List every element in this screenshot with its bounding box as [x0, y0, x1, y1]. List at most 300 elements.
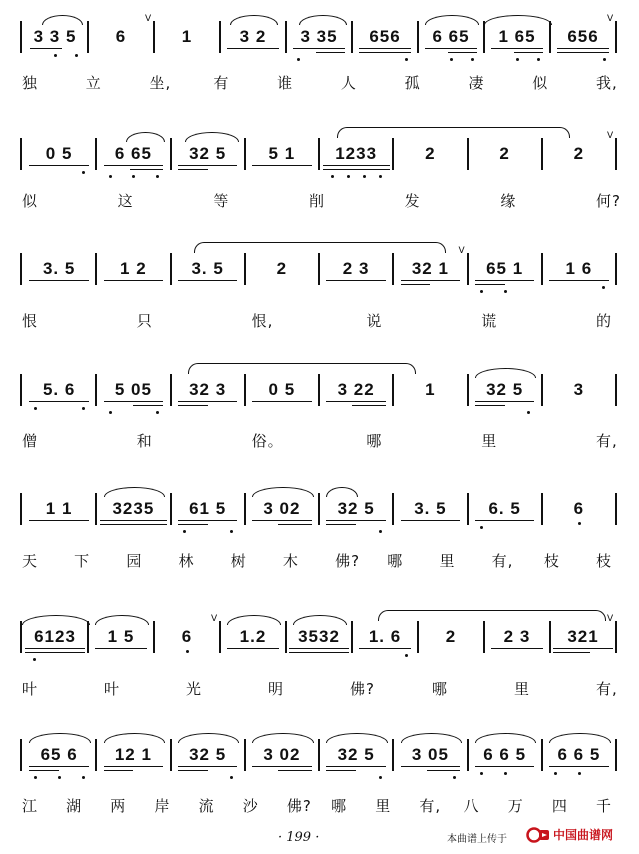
lyric-syllable: 有,: [596, 680, 618, 698]
measure: [484, 24, 550, 50]
duration-underline: [104, 280, 163, 281]
octave-dot: [537, 58, 540, 61]
octave-dot: [82, 171, 85, 174]
lyric-syllable: 枝: [596, 552, 613, 570]
duration-underline: [326, 766, 385, 767]
slur: [475, 368, 536, 378]
duration-underline: [29, 165, 88, 166]
octave-dot: [75, 54, 78, 57]
measure: [468, 256, 542, 282]
duration-underline: [293, 48, 346, 49]
note-group: 6 65: [432, 27, 470, 46]
octave-dot: [450, 58, 453, 61]
note-group: 1 6: [565, 259, 593, 278]
slur: [401, 733, 462, 743]
octave-dot: [480, 290, 483, 293]
lyric-syllable: 恨,: [251, 312, 274, 330]
measure: [96, 496, 170, 522]
lyrics-line: [22, 678, 616, 700]
note-group: 2: [425, 144, 436, 163]
measure: [286, 624, 352, 650]
duration-underline: [316, 52, 346, 53]
lyric-syllable: 只: [136, 312, 153, 330]
note-group: 2: [573, 144, 585, 163]
measure: [154, 24, 220, 50]
lyric-syllable: 谎: [481, 312, 498, 330]
duration-underline: [133, 405, 163, 406]
phrase-slur: [194, 242, 445, 253]
octave-dot: [363, 175, 366, 178]
lyric-syllable: 叶: [22, 680, 39, 698]
site-name: 中国曲谱网: [553, 828, 614, 842]
duration-underline: [352, 405, 385, 406]
note-group: 3 2: [239, 27, 267, 46]
slur: [475, 733, 536, 743]
lyric-syllable: 有,: [419, 797, 442, 815]
duration-underline: [252, 766, 311, 767]
lyric-syllable: 凄: [468, 74, 485, 92]
octave-dot: [183, 530, 186, 533]
octave-dot: [405, 654, 408, 657]
lyric-syllable: 万: [507, 797, 524, 815]
note-group: 2 3: [503, 627, 531, 646]
duration-underline: [252, 520, 311, 521]
duration-underline: [401, 284, 431, 285]
duration-underline: [326, 524, 356, 525]
octave-dot: [109, 411, 112, 414]
note-group: 3 02: [263, 499, 301, 518]
phrase-slur: [378, 610, 606, 621]
note-group: 656: [567, 27, 599, 46]
note-group: 6 6 5: [557, 745, 601, 764]
note-group: 6 65: [114, 144, 152, 163]
measure: [542, 742, 616, 768]
octave-dot: [230, 776, 233, 779]
note-group: 1.2: [239, 627, 267, 646]
lyric-syllable: 江: [22, 797, 39, 815]
measure: [319, 256, 393, 282]
octave-dot: [379, 530, 382, 533]
octave-dot: [156, 175, 159, 178]
lyric-syllable: 四: [551, 797, 568, 815]
lyric-syllable: 孤: [404, 74, 421, 92]
duration-underline: [100, 520, 167, 521]
note-group: 1233: [335, 144, 378, 163]
measure: [245, 141, 319, 167]
barline: [615, 621, 617, 653]
octave-dot: [186, 650, 189, 653]
note-group: 32 5: [337, 499, 375, 518]
duration-underline: [359, 52, 412, 53]
duration-underline: [514, 52, 544, 53]
measure: [393, 246, 467, 282]
measure: [550, 614, 616, 650]
slur: [230, 15, 278, 25]
lyric-syllable: 里: [481, 432, 498, 450]
duration-underline: [29, 401, 88, 402]
duration-underline: [178, 280, 237, 281]
lyric-syllable: 发: [404, 192, 421, 210]
note-group: 65 6: [40, 745, 78, 764]
lyric-syllable: 枝: [543, 552, 560, 570]
measure: [418, 624, 484, 650]
octave-dot: [347, 175, 350, 178]
measure: [468, 141, 542, 167]
duration-underline: [95, 648, 148, 649]
barline: [615, 138, 617, 170]
slur: [252, 487, 313, 497]
duration-underline: [178, 524, 208, 525]
note-group: 2: [499, 144, 510, 163]
duration-underline: [401, 766, 460, 767]
note-group: 6: [181, 627, 193, 646]
octave-dot: [297, 58, 300, 61]
measure: [245, 377, 319, 403]
lyric-syllable: 立: [85, 74, 102, 92]
note-group: 32 5: [189, 745, 227, 764]
measure: [484, 624, 550, 650]
note-group: 0 5: [45, 144, 73, 163]
octave-dot: [82, 776, 85, 779]
note-group: 1 65: [498, 27, 536, 46]
duration-underline: [130, 169, 163, 170]
note-group: 1 2: [120, 259, 147, 278]
octave-dot: [554, 772, 557, 775]
duration-underline: [178, 520, 237, 521]
measure: [245, 256, 319, 282]
lyric-syllable: 有,: [596, 432, 618, 450]
site-watermark: [526, 826, 613, 843]
barline: [615, 493, 617, 525]
note-group: 0 5: [268, 380, 296, 399]
measure: [171, 141, 245, 167]
note-group: 3 3 5: [33, 27, 77, 46]
measure: [171, 496, 245, 522]
note-group: 32 5: [486, 380, 524, 399]
lyric-syllable: 恨: [22, 312, 39, 330]
note-group: 3. 5: [191, 259, 224, 278]
duration-underline: [401, 280, 460, 281]
note-group: 3 02: [263, 745, 301, 764]
duration-underline: [475, 284, 505, 285]
slur: [326, 733, 387, 743]
lyric-syllable: 佛?: [286, 797, 312, 815]
barline: [615, 21, 617, 53]
slur: [549, 733, 610, 743]
slur: [484, 15, 552, 25]
lyric-syllable: 似: [22, 192, 39, 210]
measure: [542, 496, 616, 522]
duration-underline: [227, 648, 280, 649]
octave-dot: [480, 772, 483, 775]
duration-underline: [278, 770, 311, 771]
note-group: 32 3: [189, 380, 227, 399]
measure: [22, 377, 96, 403]
lyric-syllable: 等: [213, 192, 230, 210]
duration-underline: [289, 652, 348, 653]
octave-dot: [34, 407, 37, 410]
lyric-syllable: 木: [282, 552, 299, 570]
note-group: 6 6 5: [483, 745, 527, 764]
duration-underline: [491, 648, 544, 649]
duration-underline: [401, 520, 460, 521]
slur: [252, 733, 313, 743]
slur: [178, 733, 239, 743]
duration-underline: [25, 652, 84, 653]
duration-underline: [326, 770, 356, 771]
note-group: 12 1: [114, 745, 152, 764]
measure: [393, 377, 467, 403]
duration-underline: [104, 401, 163, 402]
lyric-syllable: 缘: [500, 192, 517, 210]
barline: [615, 253, 617, 285]
measure: [245, 742, 319, 768]
octave-dot: [453, 776, 456, 779]
duration-underline: [475, 766, 534, 767]
note-group: 6: [115, 27, 127, 46]
duration-underline: [178, 169, 208, 170]
measure: [96, 256, 170, 282]
lyric-syllable: 两: [110, 797, 127, 815]
octave-dot: [602, 286, 605, 289]
octave-dot: [504, 772, 507, 775]
measure: [22, 624, 88, 650]
lyric-syllable: 坐,: [149, 74, 172, 92]
octave-dot: [504, 290, 507, 293]
duration-underline: [553, 652, 589, 653]
note-group: 32 5: [189, 144, 227, 163]
lyric-syllable: 明: [268, 680, 285, 698]
note-group: 2: [445, 627, 457, 646]
duration-underline: [491, 48, 544, 49]
duration-underline: [252, 165, 311, 166]
measure: [468, 377, 542, 403]
site-logo-icon: [526, 827, 550, 843]
measure: [22, 141, 96, 167]
measure: [319, 496, 393, 522]
measure: [393, 742, 467, 768]
lyric-syllable: 哪: [432, 680, 449, 698]
duration-underline: [30, 48, 62, 49]
lyric-syllable: 里: [375, 797, 392, 815]
duration-underline: [178, 770, 208, 771]
slur: [293, 615, 348, 625]
page-number: · 199 ·: [278, 830, 320, 845]
lyric-syllable: 佛?: [350, 680, 375, 698]
measure: [171, 742, 245, 768]
duration-underline: [448, 52, 478, 53]
duration-underline: [178, 766, 237, 767]
slur: [104, 487, 165, 497]
octave-dot: [109, 175, 112, 178]
measure: [542, 377, 616, 403]
note-group: 5 05: [114, 380, 152, 399]
lyrics-line: [22, 430, 616, 452]
duration-underline: [278, 524, 311, 525]
lyric-syllable: 哪: [387, 552, 404, 570]
lyric-syllable: 千: [596, 797, 613, 815]
duration-underline: [29, 770, 59, 771]
note-group: 5. 6: [42, 380, 76, 399]
lyric-syllable: 俗。: [251, 432, 284, 450]
octave-dot: [405, 58, 408, 61]
octave-dot: [578, 772, 581, 775]
slur: [22, 615, 90, 625]
note-group: 32 5: [337, 745, 375, 764]
lyric-syllable: 里: [439, 552, 456, 570]
duration-underline: [359, 648, 412, 649]
measure: [96, 377, 170, 403]
measure: [245, 496, 319, 522]
measure: [171, 256, 245, 282]
duration-underline: [475, 520, 534, 521]
barline: [615, 739, 617, 771]
duration-underline: [326, 520, 385, 521]
lyric-syllable: 园: [126, 552, 143, 570]
note-group: 61 5: [189, 499, 227, 518]
measure: [319, 742, 393, 768]
lyric-syllable: 佛?: [335, 552, 361, 570]
octave-dot: [516, 58, 519, 61]
octave-dot: [379, 175, 382, 178]
phrase-slur: [337, 127, 571, 138]
measure: [468, 496, 542, 522]
note-group: 2 3: [342, 259, 370, 278]
slur: [104, 733, 165, 743]
lyric-syllable: 有: [213, 74, 230, 92]
lyrics-line: [22, 190, 621, 212]
note-group: 1 5: [107, 627, 135, 646]
lyrics-line: [22, 310, 616, 332]
duration-underline: [178, 405, 208, 406]
octave-dot: [82, 407, 85, 410]
measure: [393, 141, 467, 167]
measure: [550, 14, 616, 50]
note-group: 3 22: [337, 380, 375, 399]
lyric-syllable: 谁: [277, 74, 294, 92]
measure: [96, 141, 170, 167]
measure: [319, 377, 393, 403]
lyric-syllable: 树: [230, 552, 247, 570]
duration-underline: [104, 165, 163, 166]
note-group: 3235: [112, 499, 155, 518]
slur: [29, 733, 90, 743]
slur: [42, 15, 84, 25]
octave-dot: [58, 776, 61, 779]
octave-dot: [527, 411, 530, 414]
octave-dot: [34, 776, 37, 779]
breath-mark: V: [607, 14, 614, 24]
measure: [171, 377, 245, 403]
duration-underline: [252, 401, 311, 402]
note-group: 321: [567, 627, 599, 646]
note-group: 3 35: [300, 27, 338, 46]
lyric-syllable: 光: [186, 680, 203, 698]
duration-underline: [553, 648, 612, 649]
lyric-syllable: 何?: [596, 192, 621, 210]
breath-mark: V: [607, 614, 614, 624]
duration-underline: [227, 48, 280, 49]
octave-dot: [379, 776, 382, 779]
note-group: 3. 5: [42, 259, 76, 278]
measure: [88, 624, 154, 650]
note-group: 3: [573, 380, 585, 399]
duration-underline: [289, 648, 348, 649]
breath-mark: V: [211, 614, 218, 624]
upload-note: 本曲谱上传于: [447, 834, 507, 845]
octave-dot: [331, 175, 334, 178]
measure: [88, 14, 154, 50]
measure: [22, 24, 88, 50]
measure: [22, 742, 96, 768]
duration-underline: [100, 524, 167, 525]
lyric-syllable: 的: [596, 312, 613, 330]
slur: [425, 15, 480, 25]
measure: [542, 256, 616, 282]
slur: [326, 487, 358, 497]
octave-dot: [471, 58, 474, 61]
slur: [185, 132, 239, 142]
duration-underline: [104, 766, 163, 767]
lyric-syllable: 里: [514, 680, 531, 698]
lyric-syllable: 僧: [22, 432, 39, 450]
note-group: 3. 5: [414, 499, 447, 518]
lyrics-line: [22, 795, 616, 817]
measure: [96, 742, 170, 768]
measure: [22, 496, 96, 522]
note-group: 1. 6: [368, 627, 402, 646]
duration-underline: [427, 770, 460, 771]
lyric-syllable: 林: [178, 552, 195, 570]
duration-underline: [29, 520, 88, 521]
duration-underline: [326, 401, 385, 402]
lyric-syllable: 似: [532, 74, 549, 92]
phrase-slur: [188, 363, 416, 374]
octave-dot: [578, 522, 581, 525]
duration-underline: [549, 766, 608, 767]
duration-underline: [29, 280, 88, 281]
duration-underline: [323, 165, 390, 166]
breath-mark: V: [458, 246, 465, 256]
duration-underline: [549, 280, 608, 281]
note-group: 6: [573, 499, 585, 518]
note-group: 2: [276, 259, 288, 278]
lyric-syllable: 和: [136, 432, 153, 450]
lyrics-line: [22, 550, 616, 572]
duration-underline: [25, 648, 84, 649]
duration-underline: [104, 770, 134, 771]
measure: [220, 24, 286, 50]
note-group: 3532: [298, 627, 340, 646]
lyric-syllable: 下: [74, 552, 91, 570]
breath-mark: V: [607, 131, 614, 141]
measure: [542, 131, 616, 167]
measure: [319, 141, 393, 167]
slur: [299, 15, 347, 25]
slur: [95, 615, 150, 625]
lyric-syllable: 有,: [491, 552, 514, 570]
octave-dot: [132, 175, 135, 178]
note-group: 1 1: [45, 499, 73, 518]
measure: [154, 614, 220, 650]
lyric-syllable: 这: [117, 192, 134, 210]
note-group: 65 1: [486, 259, 524, 278]
note-group: 1: [425, 380, 436, 399]
measure: [393, 496, 467, 522]
lyric-syllable: 岸: [154, 797, 171, 815]
measure: [468, 742, 542, 768]
note-group: 1: [181, 27, 193, 46]
